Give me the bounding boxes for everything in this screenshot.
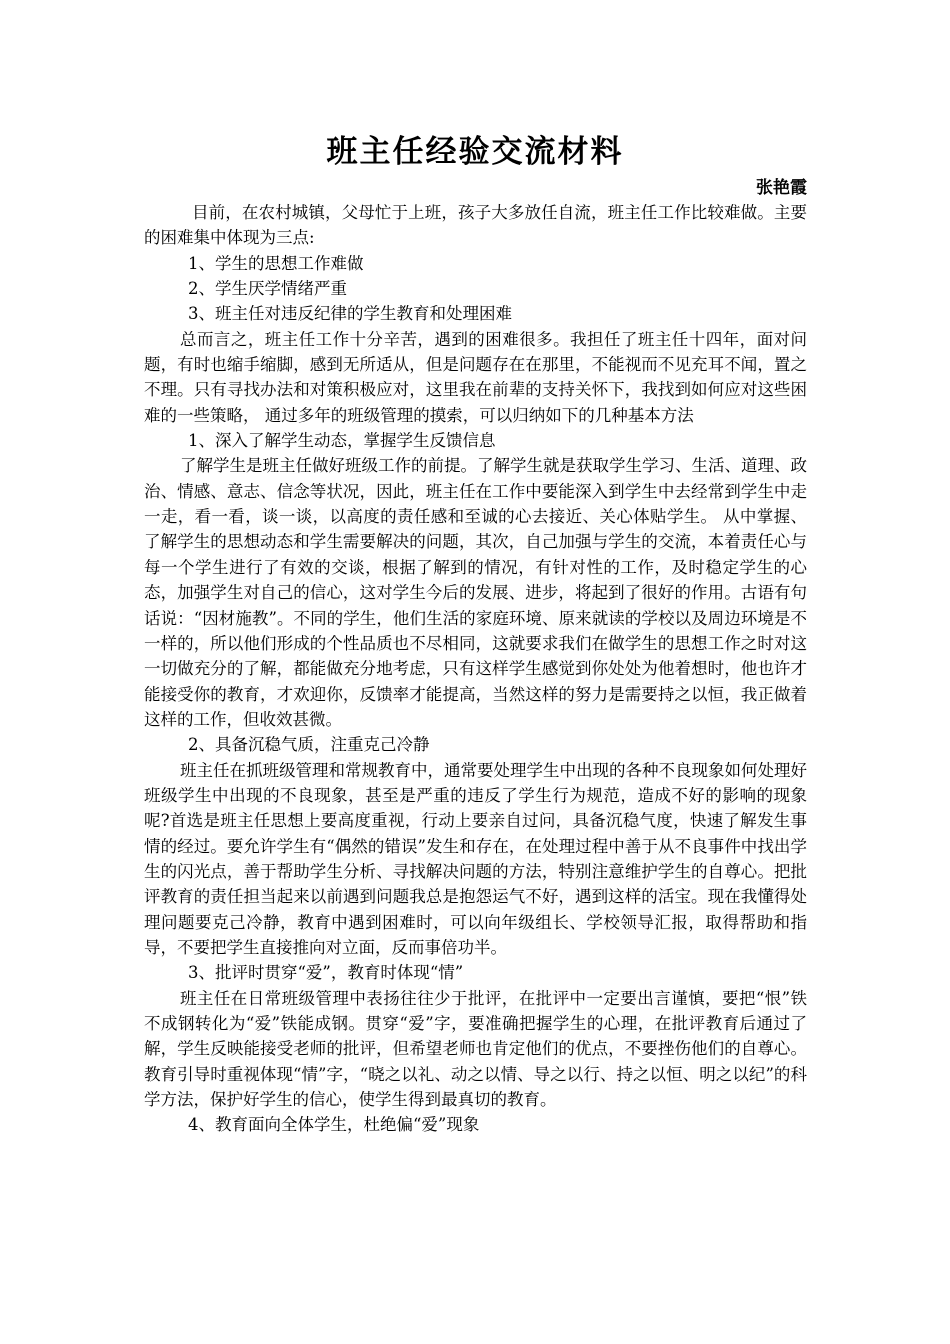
method-heading-3: 3、批评时贯穿“爱”，教育时体现“情” [188,963,464,983]
intro-paragraph: 目前，在农村城镇，父母忙于上班，孩子大多放任自流，班主任工作比较难做。主要的困难集中体现为三点: [144,203,807,248]
author-name: 张艳霞 [756,178,807,198]
method-paragraph-1: 了解学生是班主任做好班级工作的前提。了解学生就是获取学生学习、生活、道理、政治、情感、意志、信念等状况，因此，班主任在工作中要能深入到学生中去经常到学生中走一走，看一看，谈一谈，以高度的责任感和至诚的心去接近、关心体贴学生。 从中掌握、了解学生的思想动态和学生需要解决的问题，其次，自己加强与学生的交流，本着责任心与每一个学生进行了有效的交谈，根据了解到的情况，有针对性的工作，及时稳定学生的心态，加强学生对自己的信心，这对学生今后的发展、进步，将起到了很好的作用。古语有句话说：“因材施教”。不同的学生，他们生活的家庭环境、原来就读的学校以及周边环境是不一样的，所以他们形成的个性品质也不尽相同，这就要求我们在做学生的思想工作之时对这一切做充分的了解，都能做充分地考虑，只有这样学生感觉到你处处为他着想时，他也许才能接受你的教育，才欢迎你，反馈率才能提高，当然这样的努力是需要持之以恒，我正做着这样的工作，但收效甚微。 [144,456,807,729]
method-heading-2: 2、具备沉稳气质，注重克己冷静 [188,735,430,755]
method-heading-1: 1、深入了解学生动态，掌握学生反馈信息 [188,431,496,451]
document-body [144,200,807,1138]
method-heading-4: 4、教育面向全体学生，杜绝偏“爱”现象 [188,1115,480,1135]
difficulty-item-1: 1、学生的思想工作难做 [188,253,364,273]
difficulty-item-3: 3、班主任对违反纪律的学生教育和处理困难 [188,304,512,324]
method-paragraph-3: 班主任在日常班级管理中表扬往往少于批评，在批评中一定要出言谨慎，要把“恨”铁不成钢转化为“爱”铁能成钢。贯穿“爱”字，要准确把握学生的心理，在批评教育后通过了解，学生反映能接受老师的批评，但希望老师也肯定他们的优点，不要挫伤他们的自尊心。教育引导时重视体现“情”字，“晓之以礼、动之以情、导之以行、持之以恒、明之以纪”的科学方法，保护好学生的信心，使学生得到最真切的教育。 [144,988,807,1110]
summary-paragraph: 总而言之，班主任工作十分辛苦，遇到的困难很多。我担任了班主任十四年，面对问题，有时也缩手缩脚，感到无所适从，但是问题存在在那里，不能视而不见充耳不闻，置之不理。只有寻找办法和对策积极应对，这里我在前辈的支持关怀下，我找到如何应对这些困难的一些策略， 通过多年的班级管理的摸索，可以归纳如下的几种基本方法 [144,329,807,425]
method-paragraph-2: 班主任在抓班级管理和常规教育中，通常要处理学生中出现的各种不良现象如何处理好班级学生中出现的不良现象，甚至是严重的违反了学生行为规范，造成不好的影响的现象呢?首选是班主任思想上要高度重视，行动上要亲自过问，具备沉稳气度，快速了解发生事情的经过。要允许学生有“偶然的错误”发生和存在，在处理过程中善于从不良事件中找出学生的闪光点，善于帮助学生分析、寻找解决问题的方法，特别注意维护学生的自尊心。把批评教育的责任担当起来以前遇到问题我总是抱怨运气不好，遇到这样的活宝。现在我懂得处理问题要克己冷静，教育中遇到困难时，可以向年级组长、学校领导汇报，取得帮助和指导，不要把学生直接推向对立面，反而事倍功半。 [144,760,807,957]
difficulty-item-2: 2、学生厌学情绪严重 [188,279,347,299]
document-title: 班主任经验交流材料 [326,134,624,170]
